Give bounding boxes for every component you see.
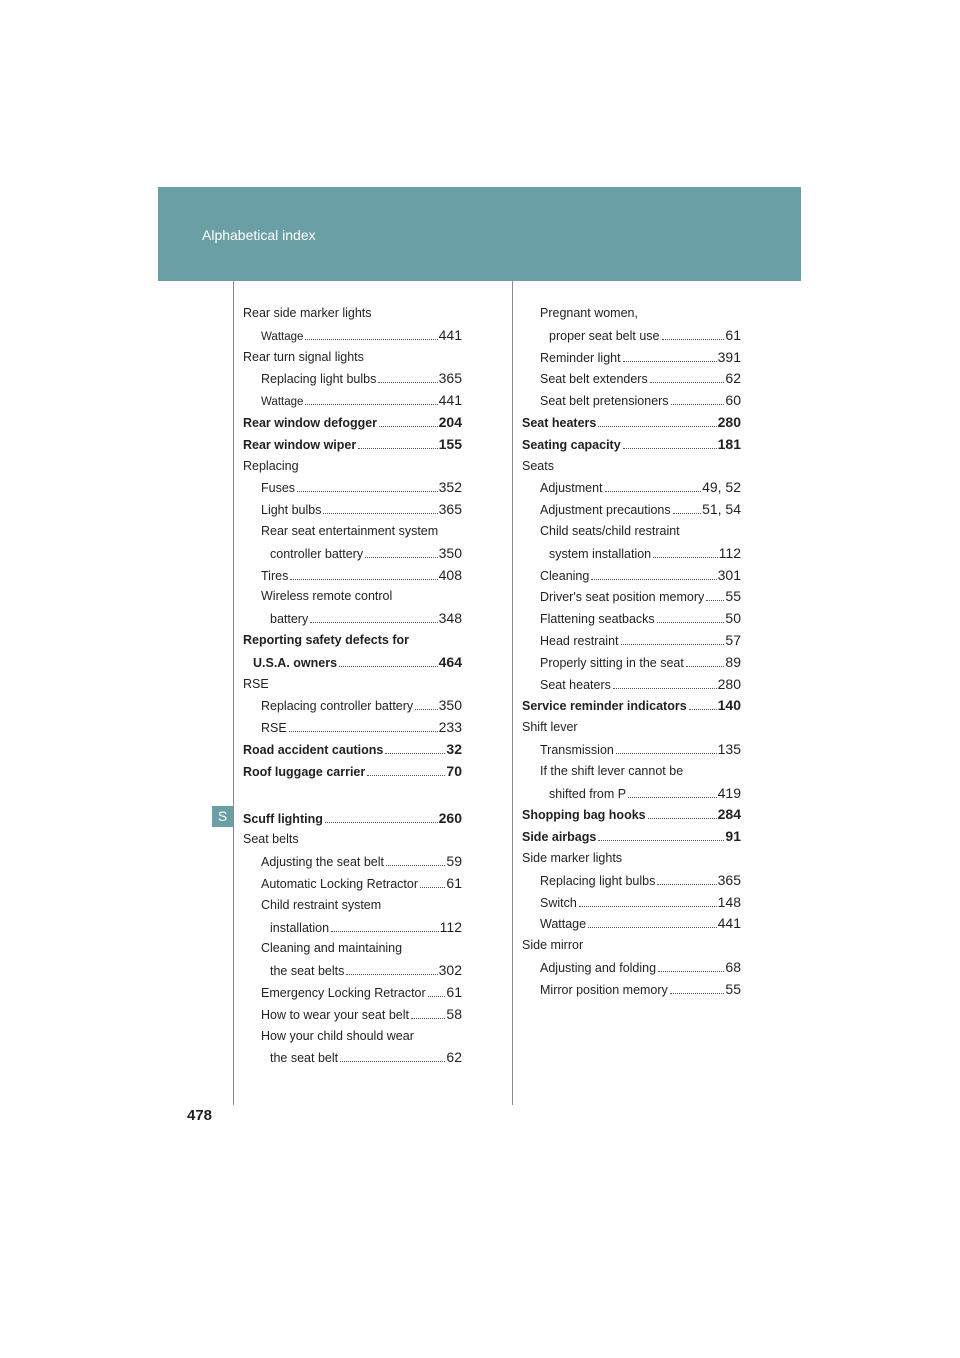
index-entry-text: Seats bbox=[522, 458, 554, 473]
index-entry-text: If the shift lever cannot be bbox=[540, 763, 684, 778]
index-entry-text: Road accident cautions bbox=[243, 742, 384, 757]
index-entry-page: 50 bbox=[725, 610, 741, 627]
index-entry bbox=[522, 390, 741, 412]
index-entry bbox=[243, 695, 462, 717]
index-entry-text: Seat belt pretensioners bbox=[540, 394, 669, 409]
leader-dots bbox=[689, 709, 717, 710]
index-entry bbox=[243, 477, 462, 499]
index-entry bbox=[243, 325, 462, 347]
leader-dots bbox=[305, 339, 437, 340]
index-entry-text: system installation bbox=[549, 546, 652, 561]
index-column-right bbox=[522, 303, 741, 1001]
index-entry-text: Adjusting the seat belt bbox=[261, 855, 384, 870]
index-entry bbox=[243, 1026, 462, 1048]
index-entry-page: 70 bbox=[446, 762, 462, 779]
index-entry bbox=[243, 960, 462, 982]
index-entry bbox=[522, 412, 741, 434]
index-entry-page: 112 bbox=[718, 544, 741, 561]
leader-dots bbox=[657, 622, 725, 623]
index-entry-text: Mirror position memory bbox=[540, 982, 668, 997]
index-entry bbox=[243, 390, 462, 412]
index-entry-page: 365 bbox=[717, 871, 741, 888]
index-entry bbox=[243, 829, 462, 851]
index-entry-text: Reporting safety defects for bbox=[243, 632, 410, 647]
index-entry-page: 352 bbox=[438, 479, 462, 496]
leader-dots bbox=[331, 931, 439, 932]
index-entry-text: Service reminder indicators bbox=[522, 699, 687, 714]
index-entry-text: Transmission bbox=[540, 742, 614, 757]
index-entry-text: Switch bbox=[540, 895, 577, 910]
leader-dots bbox=[420, 887, 445, 888]
index-entry bbox=[243, 717, 462, 739]
index-entry-page: 140 bbox=[717, 697, 741, 714]
index-entry bbox=[522, 477, 741, 499]
leader-dots bbox=[621, 644, 725, 645]
leader-dots bbox=[706, 600, 724, 601]
index-entry-text: Head restraint bbox=[540, 633, 619, 648]
index-entry-text: Replacing light bulbs bbox=[540, 873, 656, 888]
index-entry-page: 89 bbox=[725, 653, 741, 670]
leader-dots bbox=[339, 666, 438, 667]
index-entry-text: Fuses bbox=[261, 481, 296, 496]
index-entry bbox=[522, 848, 741, 870]
index-entry bbox=[522, 347, 741, 369]
index-entry-text: How to wear your seat belt bbox=[261, 1007, 409, 1022]
index-entry-text: Wattage bbox=[540, 917, 587, 932]
index-entry bbox=[243, 434, 462, 456]
index-entry bbox=[522, 935, 741, 957]
index-entry-text: Cleaning and maintaining bbox=[261, 941, 403, 956]
index-entry-page: 301 bbox=[717, 566, 741, 583]
index-entry-text: Rear turn signal lights bbox=[243, 349, 364, 364]
index-entry-text: Replacing bbox=[243, 458, 299, 473]
index-entry bbox=[522, 761, 741, 783]
index-entry-page: 350 bbox=[438, 544, 462, 561]
leader-dots bbox=[591, 579, 716, 580]
leader-dots bbox=[340, 1061, 445, 1062]
index-entry bbox=[522, 303, 741, 325]
index-entry-text: installation bbox=[270, 920, 330, 935]
index-entry bbox=[522, 608, 741, 630]
leader-dots bbox=[289, 731, 438, 732]
index-entry-page: 348 bbox=[438, 610, 462, 627]
index-entry bbox=[243, 761, 462, 783]
index-entry-text: Shift lever bbox=[522, 720, 578, 735]
index-entry-page: 61 bbox=[725, 326, 741, 343]
index-entry-page: 233 bbox=[438, 719, 462, 736]
index-entry bbox=[243, 586, 462, 608]
index-entry bbox=[243, 1047, 462, 1069]
leader-dots bbox=[415, 709, 437, 710]
leader-dots bbox=[385, 753, 445, 754]
leader-dots bbox=[323, 513, 437, 514]
index-entry-page: 441 bbox=[438, 392, 462, 409]
index-entry bbox=[243, 565, 462, 587]
index-entry-text: Rear window defogger bbox=[243, 415, 378, 430]
index-entry-text: Side marker lights bbox=[522, 850, 623, 865]
index-entry bbox=[522, 586, 741, 608]
index-entry-page: 60 bbox=[725, 392, 741, 409]
leader-dots bbox=[358, 448, 437, 449]
index-entry bbox=[522, 739, 741, 761]
index-entry bbox=[243, 982, 462, 1004]
index-entry bbox=[243, 674, 462, 696]
index-entry-text: Roof luggage carrier bbox=[243, 764, 366, 779]
leader-dots bbox=[616, 753, 717, 754]
leader-dots bbox=[588, 927, 717, 928]
index-entry bbox=[522, 499, 741, 521]
leader-dots bbox=[686, 666, 725, 667]
index-entry bbox=[522, 870, 741, 892]
index-entry-page: 51, 54 bbox=[702, 501, 741, 518]
index-entry-page: 112 bbox=[439, 918, 462, 935]
leader-dots bbox=[628, 797, 717, 798]
index-entry bbox=[522, 695, 741, 717]
index-entry-text: Reminder light bbox=[540, 350, 621, 365]
header-band bbox=[158, 187, 801, 281]
leader-dots bbox=[605, 491, 702, 492]
leader-dots bbox=[648, 818, 717, 819]
index-entry-text: Seat heaters bbox=[540, 677, 611, 692]
index-entry-text: How your child should wear bbox=[261, 1028, 414, 1043]
leader-dots bbox=[598, 840, 724, 841]
index-entry-text: Properly sitting in the seat bbox=[540, 655, 684, 670]
index-entry-page: 49, 52 bbox=[702, 479, 741, 496]
index-entry-text: Child restraint system bbox=[261, 897, 382, 912]
leader-dots bbox=[411, 1018, 445, 1019]
index-entry-page: 350 bbox=[438, 697, 462, 714]
index-entry bbox=[522, 543, 741, 565]
index-entry bbox=[522, 957, 741, 979]
index-entry-text: Replacing light bulbs bbox=[261, 372, 377, 387]
leader-dots bbox=[386, 865, 445, 866]
index-entry bbox=[243, 412, 462, 434]
index-entry-text: Adjusting and folding bbox=[540, 960, 657, 975]
index-entry bbox=[522, 674, 741, 696]
leader-dots bbox=[379, 426, 438, 427]
index-entry-page: 302 bbox=[438, 962, 462, 979]
index-entry-page: 135 bbox=[717, 740, 741, 757]
leader-dots bbox=[653, 557, 718, 558]
index-entry-text: Cleaning bbox=[540, 568, 590, 583]
index-entry-page: 61 bbox=[446, 983, 462, 1000]
leader-dots bbox=[290, 579, 437, 580]
index-entry-text: Side mirror bbox=[522, 938, 584, 953]
index-entry bbox=[243, 521, 462, 543]
index-entry-page: 148 bbox=[717, 893, 741, 910]
index-entry-page: 181 bbox=[717, 435, 741, 452]
leader-dots bbox=[623, 448, 717, 449]
index-entry-text: battery bbox=[270, 612, 309, 627]
index-entry-text: Scuff lighting bbox=[243, 811, 323, 826]
index-entry bbox=[243, 368, 462, 390]
leader-dots bbox=[670, 993, 725, 994]
index-entry bbox=[243, 917, 462, 939]
index-entry-text: Pregnant women, bbox=[540, 306, 638, 320]
index-entry bbox=[522, 892, 741, 914]
leader-dots bbox=[623, 361, 717, 362]
leader-dots bbox=[598, 426, 716, 427]
index-entry-text: controller battery bbox=[270, 546, 364, 561]
leader-dots bbox=[325, 822, 438, 823]
leader-dots bbox=[378, 382, 437, 383]
index-entry bbox=[243, 630, 462, 652]
index-entry-text: Seat belt extenders bbox=[540, 372, 648, 387]
index-entry bbox=[522, 325, 741, 347]
leader-dots bbox=[662, 339, 725, 340]
index-entry-text: the seat belt bbox=[270, 1051, 339, 1066]
index-entry bbox=[243, 608, 462, 630]
section-letter-tab: S bbox=[212, 806, 233, 827]
index-entry-page: 55 bbox=[725, 980, 741, 997]
index-entry-text: Automatic Locking Retractor bbox=[261, 876, 419, 891]
index-entry bbox=[522, 434, 741, 456]
index-entry-text: Emergency Locking Retractor bbox=[261, 985, 426, 1000]
index-entry-page: 32 bbox=[446, 740, 462, 757]
index-entry-text: Rear seat entertainment system bbox=[261, 523, 439, 538]
index-entry bbox=[522, 804, 741, 826]
index-entry bbox=[522, 456, 741, 478]
index-entry bbox=[522, 783, 741, 805]
index-entry-page: 155 bbox=[438, 435, 462, 452]
leader-dots bbox=[657, 884, 716, 885]
leader-dots bbox=[346, 974, 437, 975]
index-entry-page: 391 bbox=[717, 348, 741, 365]
index-entry-page: 365 bbox=[438, 370, 462, 387]
index-entry-text: Light bulbs bbox=[261, 503, 322, 518]
index-entry bbox=[522, 521, 741, 543]
leader-dots bbox=[613, 688, 717, 689]
leader-dots bbox=[428, 996, 446, 997]
index-entry-page: 365 bbox=[438, 501, 462, 518]
index-entry-page: 58 bbox=[446, 1005, 462, 1022]
index-entry-text: the seat belts bbox=[270, 964, 345, 979]
index-entry-page: 57 bbox=[725, 631, 741, 648]
leader-dots bbox=[658, 971, 724, 972]
index-entry-text: Rear side marker lights bbox=[243, 306, 372, 320]
index-entry-text: Seating capacity bbox=[522, 437, 621, 452]
leader-dots bbox=[650, 382, 725, 383]
index-entry bbox=[243, 456, 462, 478]
index-entry-text: shifted from P bbox=[549, 786, 627, 801]
index-entry-text: Seat heaters bbox=[522, 415, 597, 430]
index-entry bbox=[243, 652, 462, 674]
index-entry bbox=[243, 1004, 462, 1026]
index-entry-text: Flattening seatbacks bbox=[540, 612, 655, 627]
index-entry bbox=[243, 499, 462, 521]
index-entry-page: 441 bbox=[717, 915, 741, 932]
index-entry-page: 59 bbox=[446, 853, 462, 870]
index-entry-text: U.S.A. owners bbox=[253, 655, 338, 670]
index-entry-text: Rear window wiper bbox=[243, 437, 357, 452]
index-entry bbox=[243, 851, 462, 873]
index-entry bbox=[522, 717, 741, 739]
index-entry bbox=[243, 739, 462, 761]
leader-dots bbox=[297, 491, 438, 492]
leader-dots bbox=[305, 404, 437, 405]
column-divider-left bbox=[233, 281, 234, 1105]
index-entry-text: proper seat belt use bbox=[549, 328, 660, 343]
index-entry-page: 464 bbox=[438, 653, 462, 670]
index-entry-text: Adjustment precautions bbox=[540, 503, 671, 518]
index-entry bbox=[243, 895, 462, 917]
index-entry-page: 62 bbox=[725, 370, 741, 387]
index-entry bbox=[243, 938, 462, 960]
index-column-left bbox=[243, 303, 462, 1069]
index-entry-page: 441 bbox=[438, 326, 462, 343]
leader-dots bbox=[367, 775, 445, 776]
index-entry-text: RSE bbox=[261, 721, 287, 736]
index-entry bbox=[522, 826, 741, 848]
index-entry bbox=[243, 347, 462, 369]
index-entry-text: Shopping bag hooks bbox=[522, 808, 646, 823]
index-entry-page: 419 bbox=[717, 784, 741, 801]
index-entry-page: 284 bbox=[717, 806, 741, 823]
leader-dots bbox=[671, 404, 725, 405]
index-entry-text: Child seats/child restraint bbox=[540, 523, 680, 538]
index-entry-page: 204 bbox=[438, 413, 462, 430]
index-entry-page: 68 bbox=[725, 958, 741, 975]
index-entry bbox=[522, 630, 741, 652]
index-entry-text: Wireless remote control bbox=[261, 589, 393, 604]
index-entry-page: 408 bbox=[438, 566, 462, 583]
index-entry-text: Side airbags bbox=[522, 830, 597, 845]
index-entry-text: Wattage bbox=[261, 330, 304, 343]
index-entry-page: 280 bbox=[717, 675, 741, 692]
column-divider-middle bbox=[512, 281, 513, 1105]
index-entry bbox=[522, 979, 741, 1001]
index-entry bbox=[522, 913, 741, 935]
index-entry-page: 280 bbox=[717, 413, 741, 430]
index-entry bbox=[243, 543, 462, 565]
index-entry bbox=[243, 303, 462, 325]
index-entry-page: 260 bbox=[438, 809, 462, 826]
index-entry bbox=[522, 652, 741, 674]
leader-dots bbox=[310, 622, 437, 623]
index-entry-page: 55 bbox=[725, 588, 741, 605]
index-entry bbox=[522, 368, 741, 390]
index-entry-text: Replacing controller battery bbox=[261, 699, 414, 714]
index-entry-page: 61 bbox=[446, 874, 462, 891]
leader-dots bbox=[579, 906, 717, 907]
leader-dots bbox=[673, 513, 701, 514]
index-entry-page: 91 bbox=[725, 828, 741, 845]
index-entry-text: Tires bbox=[261, 568, 289, 583]
index-entry-text: Driver's seat position memory bbox=[540, 590, 705, 605]
index-entry-page: 62 bbox=[446, 1049, 462, 1066]
index-entry bbox=[522, 565, 741, 587]
index-entry-text: Seat belts bbox=[243, 832, 299, 847]
header-title: Alphabetical index bbox=[202, 227, 316, 243]
index-entry-text: RSE bbox=[243, 676, 269, 691]
index-entry bbox=[243, 873, 462, 895]
index-entry-text: Wattage bbox=[261, 396, 304, 409]
leader-dots bbox=[365, 557, 438, 558]
index-entry bbox=[243, 808, 462, 830]
index-entry-text: Adjustment bbox=[540, 481, 603, 496]
page-number: 478 bbox=[187, 1107, 213, 1124]
